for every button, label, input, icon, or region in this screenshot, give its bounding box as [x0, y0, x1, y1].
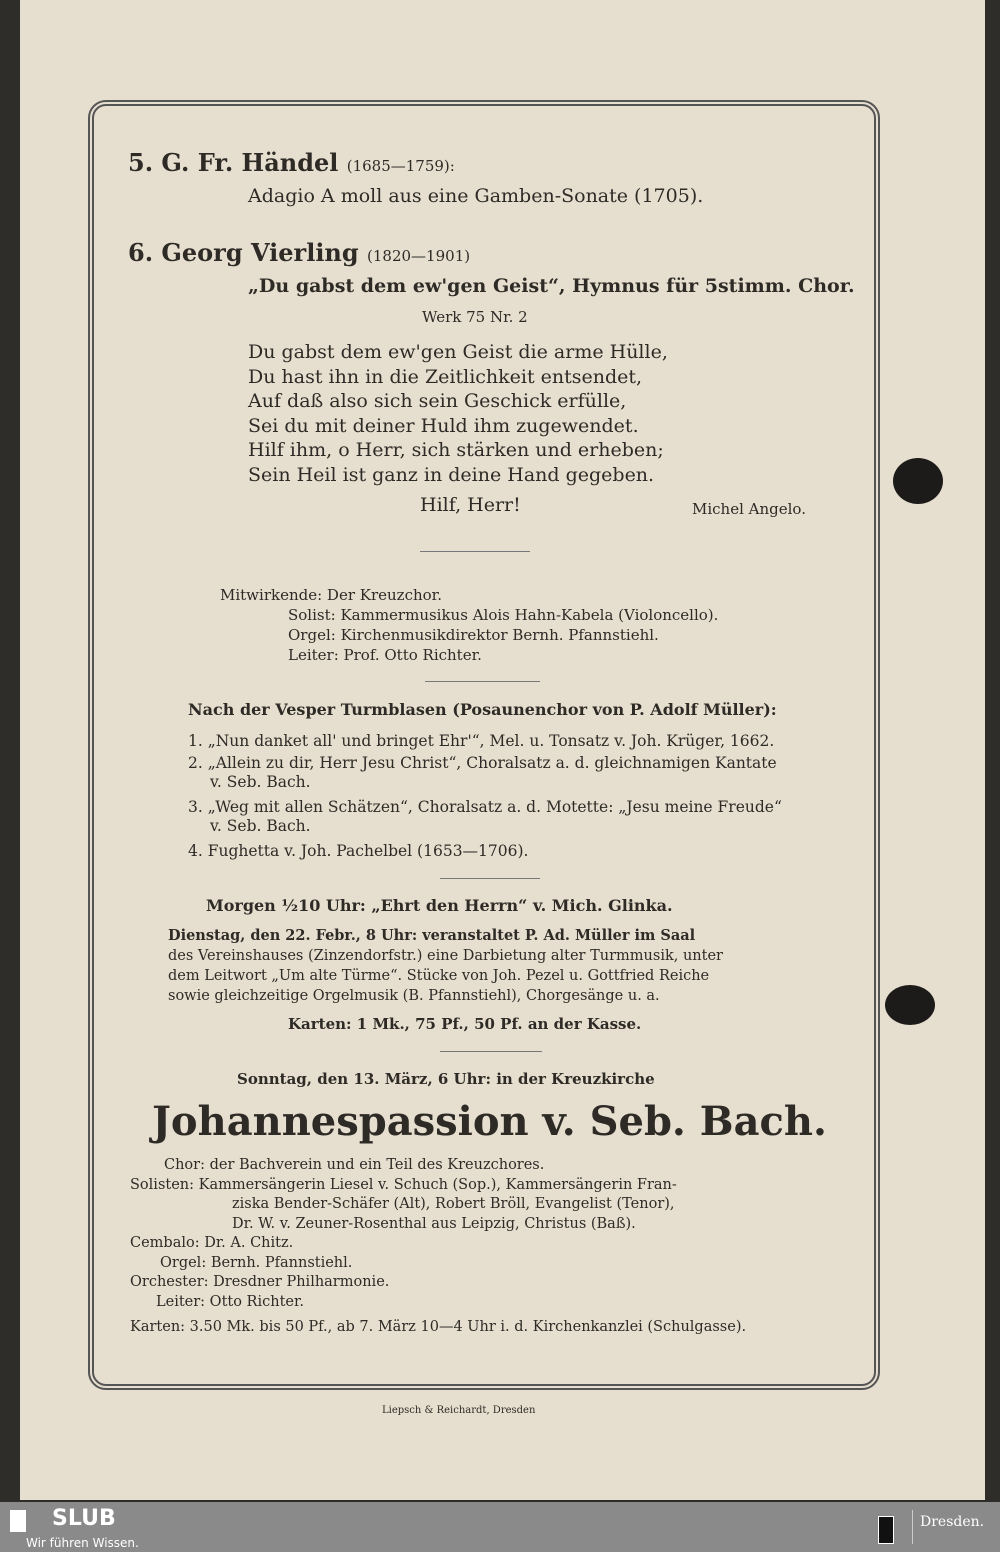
detail-line: Solisten: Kammersängerin Liesel v. Schuch (Sop.), Kammersängerin Fran-: [130, 1176, 677, 1193]
detail-line: Cembalo: Dr. A. Chitz.: [130, 1235, 294, 1251]
announcement-line: des Vereinshauses (Zinzendorfstr.) eine Darbietung alter Turmmusik, unter: [168, 948, 723, 964]
performer-line: Solist: Kammermusikus Alois Hahn-Kabela (Violoncello).: [288, 606, 719, 624]
performers: [220, 585, 718, 665]
poem-line: Hilf ihm, o Herr, sich stärken und erheben;: [248, 439, 664, 461]
list-item: v. Seb. Bach.: [210, 817, 311, 835]
footer-tagline: Wir führen Wissen.: [26, 1536, 139, 1550]
performer-line: Orgel: Kirchenmusikdirektor Bernh. Pfannstiehl.: [288, 626, 659, 644]
poem: [248, 340, 668, 487]
refrain: Hilf, Herr!: [420, 494, 521, 516]
slub-logo-icon: [10, 1510, 26, 1532]
list-item: 2. „Allein zu dir, Herr Jesu Christ“, Choralsatz a. d. gleichnamigen Kantate: [188, 754, 777, 772]
detail-line: ziska Bender-Schäfer (Alt), Robert Bröll, Evangelist (Tenor),: [232, 1196, 675, 1212]
poem-line: Du gabst dem ew'gen Geist die arme Hülle,: [248, 341, 668, 363]
item-6-title: 6. Georg Vierling (1820—1901): [128, 238, 471, 267]
poem-author: Michel Angelo.: [692, 500, 806, 518]
punch-hole: [893, 458, 943, 504]
divider: [440, 878, 540, 879]
announcement-line: Dienstag, den 22. Febr., 8 Uhr: veranstaltet P. Ad. Müller im Saal: [168, 927, 696, 944]
dresden-coat-of-arms-icon: [878, 1516, 894, 1544]
punch-hole: [885, 985, 935, 1025]
passion-details: [130, 1156, 746, 1338]
detail-line: Chor: der Bachverein und ein Teil des Kreuzchores.: [164, 1157, 545, 1173]
passion-date: Sonntag, den 13. März, 6 Uhr: in der Kreuzkirche: [237, 1070, 655, 1088]
poem-line: Auf daß also sich sein Geschick erfülle,: [248, 390, 627, 412]
detail-line: Leiter: Otto Richter.: [156, 1293, 304, 1310]
item-6-work: „Du gabst dem ew'gen Geist“, Hymnus für 5stimm. Chor.: [248, 275, 855, 297]
detail-line: Karten: 3.50 Mk. bis 50 Pf., ab 7. März 10—4 Uhr i. d. Kirchenkanzlei (Schulgasse).: [130, 1319, 747, 1335]
announcement-tickets: Karten: 1 Mk., 75 Pf., 50 Pf. an der Kasse.: [288, 1015, 642, 1033]
tower-heading: Nach der Vesper Turmblasen (Posaunenchor von P. Adolf Müller):: [188, 700, 777, 719]
announcement-line: dem Leitwort „Um alte Türme“. Stücke von Joh. Pezel u. Gottfried Reiche: [168, 968, 710, 984]
poem-line: Du hast ihn in die Zeitlichkeit entsendet,: [248, 365, 643, 388]
performer-line: Mitwirkende: Der Kreuzchor.: [220, 586, 442, 604]
announcement-morning: Morgen ½10 Uhr: „Ehrt den Herrn“ v. Mich. Glinka.: [206, 896, 673, 915]
item-5-work: Adagio A moll aus eine Gamben-Sonate (1705).: [248, 185, 704, 207]
list-item: v. Seb. Bach.: [210, 773, 311, 791]
divider: [425, 681, 540, 682]
list-item: 4. Fughetta v. Joh. Pachelbel (1653—1706).: [188, 842, 529, 860]
divider: [420, 551, 530, 552]
detail-line: Orgel: Bernh. Pfannstiehl.: [160, 1254, 353, 1271]
list-item: 3. „Weg mit allen Schätzen“, Choralsatz a. d. Motette: „Jesu meine Freude“: [188, 798, 782, 816]
poem-line: Sei du mit deiner Huld ihm zugewendet.: [248, 414, 639, 437]
divider: [440, 1051, 542, 1052]
poem-line: Sein Heil ist ganz in deine Hand gegeben.: [248, 463, 655, 486]
list-item: 1. „Nun danket all' und bringet Ehr'“, Mel. u. Tonsatz v. Joh. Krüger, 1662.: [188, 732, 775, 750]
detail-line: Orchester: Dresdner Philharmonie.: [130, 1274, 390, 1290]
item-6-opus: Werk 75 Nr. 2: [422, 308, 528, 326]
divider: [912, 1510, 913, 1544]
footer-city[interactable]: Dresden.: [920, 1514, 985, 1530]
announcement-line: sowie gleichzeitige Orgelmusik (B. Pfannstiehl), Chorgesänge u. a.: [168, 988, 660, 1004]
item-5-title: 5. G. Fr. Händel (1685—1759):: [128, 148, 455, 177]
passion-title: Johannespassion v. Seb. Bach.: [152, 1098, 827, 1145]
detail-line: Dr. W. v. Zeuner-Rosenthal aus Leipzig, Christus (Baß).: [232, 1215, 636, 1232]
footer-bar: [0, 1502, 1000, 1552]
printer-imprint: Liepsch & Reichardt, Dresden: [382, 1405, 536, 1416]
tower-list: [188, 730, 782, 862]
performer-line: Leiter: Prof. Otto Richter.: [288, 646, 482, 664]
footer-brand[interactable]: SLUB: [52, 1506, 116, 1531]
announcement-tuesday: [168, 926, 723, 1006]
